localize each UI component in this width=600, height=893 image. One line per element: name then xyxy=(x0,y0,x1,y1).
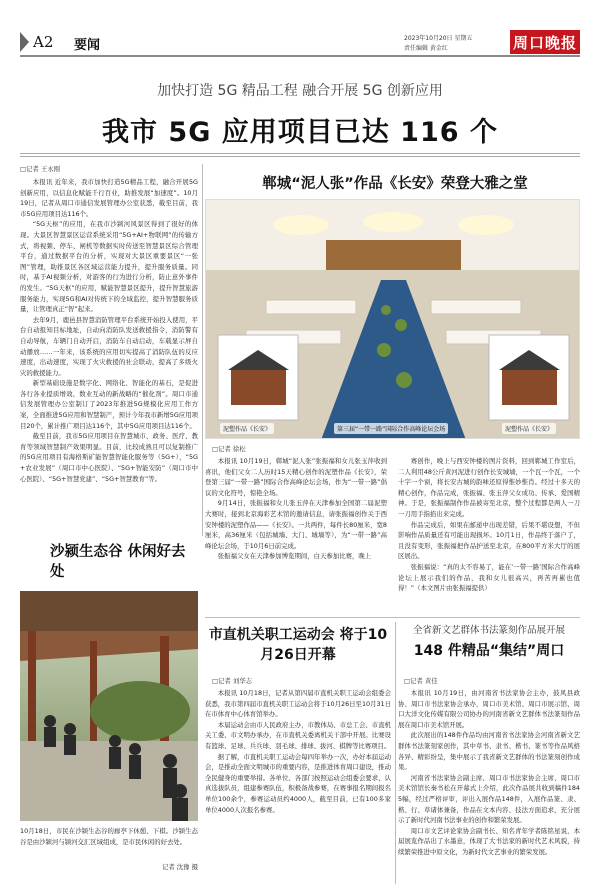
banquet-hall-photo-illustration xyxy=(206,200,580,439)
page-number: A2 xyxy=(33,33,54,51)
paragraph: 张振福说：“真的太不容易了，能在‘一带一路’国际合作高峰论坛上展示我们的作品，我和女儿很高兴，再苦再累也值得！”（本文图片由张振福提供） xyxy=(398,562,580,593)
cal-body xyxy=(398,688,580,880)
paragraph: 新型基础设施是数字化、网络化、智能化的基石，是促进各行各业提质增效、数业互动的新战略的“催化剂”。周口市通信发展管理办公室制订了2023年推进5G规模化应用工作方案，全面推进5G应用和智慧制产，预计今年我市新增5G应用项目20个，累计推广项目达116个，其中5G应用项目达116个。 xyxy=(20,379,198,430)
art-column-2 xyxy=(398,456,580,611)
paragraph: 9月14日，张振福和女儿张玉萍在天津参加全国第二届泥塑大赛时，接到北京海彩艺术馆的邀请信息，请张振福创作关于西安钟楼的泥塑作品——《长安》。一共两件，每件长80厘米，宽8厘米，高36厘米（包括城墙、大门、城墙等），为“一带一路”高峰论坛会场，于10月6日前完成。 xyxy=(205,499,387,550)
eco-photo xyxy=(20,591,198,821)
photo-caption-center: 第三届“一带一路”国际合作高峰论坛会场 xyxy=(334,423,448,434)
art-headline: 郸城“泥人张”作品《长安》荣登大雅之堂 xyxy=(262,176,528,192)
paragraph: 去年9月，鹿邑县智慧消防管理平台系统开始投入使用，平台自动报知目标地址，自动向消防队发送救援指令，消防警有自动导航，车辆门自动开启，消防车自动启动，车载显示屏自动播放……一年来，该系统的应用切实提高了消防队伍的反应速度，出动速度，实现了火灾救援的社会联动，提高了多级火灾的救援能力。 xyxy=(20,315,198,377)
art-photo xyxy=(205,199,580,439)
eco-caption: 10月18日，市民在沙颍生态谷的廊亭下休憩、下棋。沙颍生态谷是由沙颍河与颍河交汇区域组成，是市民休闲的好去处。 xyxy=(20,827,198,846)
paragraph: 本报讯 10月18日，记者从第四届市直机关职工运动会组委会获悉，我市第四届市直机关职工运动会将于10月26日至10月31日在市体育中心体育馆举办。 xyxy=(205,689,391,719)
paragraph: 作品完成后，如果在邮递中出现差错，后果不堪设想，不但影响作品质量还有可能出现损坏。10月1日，作品终于落户了，且没有变形，张振福把作品护送至北京，在800平方米大厅的展区展出。 xyxy=(398,520,580,561)
lead-divider xyxy=(20,153,580,154)
header-rule xyxy=(20,55,580,57)
cal-headline: 148 件精品“集结”周口 xyxy=(413,643,565,659)
lead-headline: 我市 5G 应用项目已达 116 个 xyxy=(102,117,498,148)
paragraph: 周口市文艺评论家协会副书长、知名青年学者陈铭星说，本届展览作品出了水墨意，体现了大书法家的新时代艺术风貌，持续繁荣推进中原文化，为新时代文艺事业的繁荣发展。 xyxy=(398,826,580,856)
lead-divider xyxy=(20,156,580,157)
paragraph: 据了解，市直机关职工运动会每四年举办一次，办好本届运动会，是推动全面文明城市的重要内容，是推进体育周口建设，推动全民健身的重要举措。各单位、各部门按照运动会组委会要求，认真选拔队员，组建参赛队伍，积极备战参赛，在赛事报名期间报名单位100余个，参赛运动员约4000人，截至目前，已有100多家单位4000人次报名参赛。 xyxy=(205,752,391,814)
photo-caption-left: 泥塑作品《长安》 xyxy=(220,423,274,434)
paragraph: 本报讯 10月19日，由河南省书法家协会主办，鼓风县政协、周口市书法家协会承办，周口市美术馆、周口市展示馆、周口大洋文化传媒有限公司协办的河南省新文艺群体书法篆刻作品展在周口市美术馆开展。 xyxy=(398,689,580,729)
paragraph: 赛创作，晚上与西安钟楼的图片资料，回到郸城工作室后，二人利用48公斤黄河泥进行创作长安城墙，一个瓦一个瓦，一个十字一个窗，将长安古城的韵味还原得惟妙惟肖。经过十多天的精心创作，作品完成，张振福、张玉萍父女成功、传承、爱国精神。于是，张振福制作作品被寄至北京，整个过程都是两人一刀一刀用手指掐出来完成。 xyxy=(398,457,580,518)
pavilion-photo-illustration xyxy=(20,591,198,821)
page-tag xyxy=(20,32,64,52)
paragraph: 此次展出的148件作品均由河南省书法家协会河南省新文艺群体书法篆刻家创作，其中草书、隶书、楷书、篆书等作品风格各异、精彩纷呈，集中展示了我省新文艺群体的书法篆刻创作成果。 xyxy=(398,731,580,772)
eco-byline: 记者 沈豫 摄 xyxy=(161,863,198,871)
sport-byline: □记者 刘华志 xyxy=(212,677,253,685)
column-divider xyxy=(202,164,203,536)
newspaper-logo: 周口晚报 xyxy=(510,30,580,54)
paragraph: 本报讯 近年来，我市加快打造5G精品工程，融合开展5G创新应用，以信息化赋能千行百业，助推发展“加速度”。10月19日，记者从周口市通信发展管理办公室获悉，截至目前，我市5G应用项目达116个。 xyxy=(20,178,198,218)
photo-caption-right: 泥塑作品《长安》 xyxy=(502,423,556,434)
sport-headline: 市直机关职工运动会 将于10月26日开幕 xyxy=(208,627,388,663)
paragraph: 截至目前，我市5G应用项目在智慧城市、政务、医疗、教育等领域智慧制产效果明显。目前，比较成熟且可以复制推广的5G应用项目有海格斯矿能智慧智能化服务等（5G+），“5G+农业发展”（周口市中心医院）、“5G+智能安防”（周口市中心医院）、“5G+智慧党建”、“5G+智慧教育”等。 xyxy=(20,432,198,483)
lead-subtitle: 加快打造 5G 精品工程 融合开展 5G 创新应用 xyxy=(157,83,443,99)
page-header xyxy=(20,28,580,58)
cal-subtitle: 全省新文艺群体书法篆刻作品展开展 xyxy=(412,625,565,636)
editor-line: 责任编辑 黄金红 xyxy=(404,45,448,52)
arrow-icon xyxy=(20,32,29,52)
section-divider xyxy=(205,617,580,618)
paragraph: 河南省书法家协会副主席、周口市书法家协会主席、周口市美术馆馆长秦书松在开幕式上介绍，此次作品展共收到稿件1845幅，经过严格评审，评出入展作品148件，入展作品篆、隶、楷、行、草诸体兼备，作品在文本内容、技法方面追求，充分展示了新时代河南书法事业的创作和繁荣发展。 xyxy=(398,773,580,825)
date-line: 2023年10月20日 星期五 xyxy=(404,35,473,42)
cal-byline: □记者 黄佳 xyxy=(404,677,438,685)
paragraph: 本报讯 10月19日，郸城“泥人张”张振福和女儿张玉萍收到喜讯，他们父女二人历时15天精心创作的泥塑作品《长安》，荣登第三届“一带一路”国际合作高峰论坛会场，作为“一带一路”倡议的文化符号，惊艳全场。 xyxy=(205,457,387,497)
eco-headline: 沙颍生态谷 休闲好去处 xyxy=(50,544,186,580)
section-name: 要闻 xyxy=(74,38,101,53)
art-byline: □记者 徐松 xyxy=(212,445,246,453)
paragraph: 本届运动会由市人民政府主办，市教体局、市总工会、市直机关工委、市文明办承办，在市直机关委离机关干部中开展。比赛设有篮球、足球、兵兵球、羽毛球、排球、拔河、棋牌等比赛项目。 xyxy=(205,720,391,750)
art-column-1 xyxy=(205,456,387,611)
paragraph: 张振福父女在天津参加博览期间，白天参加比赛，晚上 xyxy=(217,552,372,561)
paragraph: “5G天枢”的应用，在我市沙颍河风景区得到了很好的体现。大景区智慧景区运营系统采用“5G+AI+物联网”的传输方式，将视频、停车、闸机等数据实时传送至智慧景区综合管理平台，通过数据平台的分析，实现对大景区重要景区“一张图”管理，助推景区各区域运营能力提升，提升服务质量。同时，基于AI视频分析，对游客的行为进行分析，防止意外事件的发生。“5G天枢”的应用，赋能智慧景区提升，提升智慧旅游服务能力，实现5G和AI对传统下的全域监控，提升智慧服务质量，让管理真正“智”起来。 xyxy=(20,220,198,314)
lead-byline: □记者 王永刚 xyxy=(20,165,61,173)
column-divider xyxy=(395,622,396,884)
lead-body xyxy=(20,177,198,522)
sport-body xyxy=(205,688,391,880)
header-meta xyxy=(404,34,508,54)
